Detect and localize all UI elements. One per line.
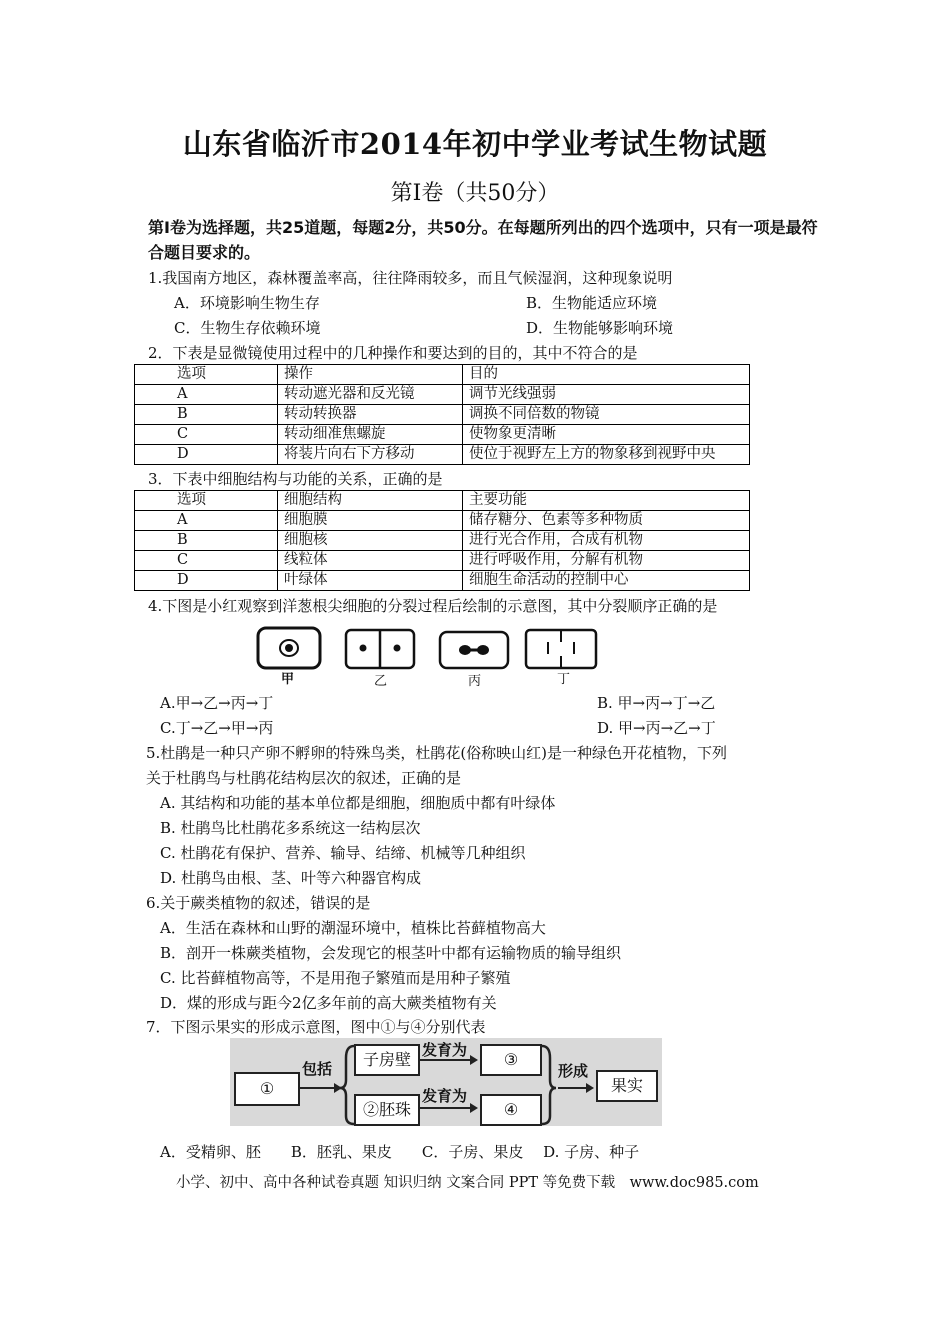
table-cell: C (135, 425, 278, 445)
table-cell: B (135, 405, 278, 425)
table-header-cell: 选项 (135, 365, 278, 385)
q6-option-a: A．生活在森林和山野的潮湿环境中，植株比苔藓植物高大 (160, 919, 546, 937)
q1-stem: 1.我国南方地区，森林覆盖率高，往往降雨较多，而且气候湿润，这种现象说明 (148, 269, 673, 287)
section-instructions: 第Ⅰ卷为选择题，共25道题，每题2分，共50分。在每题所列出的四个选项中，只有一项是最符合题目要求的。 (148, 218, 818, 262)
arrow-head (470, 1103, 478, 1113)
table-cell: C (135, 551, 278, 571)
table-cell: 转动转换器 (278, 405, 463, 425)
table-header-row (135, 491, 750, 511)
table-header-cell: 选项 (135, 491, 278, 511)
develop-label-1: 发育为 (422, 1041, 468, 1059)
q1-option-d: D．生物能够影响环境 (526, 319, 674, 337)
table-cell: 细胞膜 (278, 511, 463, 531)
table-cell: 储存糖分、色素等多种物质 (463, 511, 750, 531)
q2-table (134, 364, 750, 465)
include-label: 包括 (302, 1060, 333, 1078)
figure-label-ding: 丁 (557, 672, 571, 687)
cell-bing-drawing (440, 632, 508, 668)
fruit-formation-diagram (230, 1038, 662, 1126)
q4-option-a: A.甲→乙→丙→丁 (160, 694, 274, 712)
q7-options: A．受精卵、胚 B．胚乳、果皮 C．子房、果皮 D. 子房、种子 (160, 1143, 640, 1161)
cell-jia-drawing (258, 628, 320, 668)
table-cell: 细胞生命活动的控制中心 (463, 571, 750, 591)
q5-option-d: D. 杜鹃鸟由根、茎、叶等六种器官构成 (160, 869, 422, 887)
table-header-cell: 操作 (278, 365, 463, 385)
table-cell: D (135, 571, 278, 591)
table-cell: 将装片向右下方移动 (278, 445, 463, 465)
q1-option-b: B．生物能适应环境 (526, 294, 658, 312)
table-cell: 细胞核 (278, 531, 463, 551)
figure-label-yi: 乙 (374, 674, 388, 689)
q3-table (134, 490, 750, 591)
section-subtitle: 第Ⅰ卷（共50分） (390, 181, 560, 206)
table-row (135, 385, 750, 405)
table-cell: 调换不同倍数的物镜 (463, 405, 750, 425)
table-cell: 使物象更清晰 (463, 425, 750, 445)
table-cell: B (135, 531, 278, 551)
q1-option-c: C．生物生存依赖环境 (174, 319, 321, 337)
q7-stem: 7．下图示果实的形成示意图，图中①与④分别代表 (146, 1018, 486, 1036)
page-footer: 小学、初中、高中各种试卷真题 知识归纳 文案合同 PPT 等免费下载 www.doc985.com (176, 1175, 759, 1191)
table-cell: 转动遮光器和反光镜 (278, 385, 463, 405)
cell-division-figure (250, 622, 610, 688)
q5-stem-line2: 关于杜鹃鸟与杜鹃花结构层次的叙述，正确的是 (146, 769, 462, 787)
ovary-wall-box: 子房壁 (354, 1044, 420, 1076)
table-cell: 进行呼吸作用，分解有机物 (463, 551, 750, 571)
table-cell: 使位于视野左上方的物象移到视野中央 (463, 445, 750, 465)
table-cell: 线粒体 (278, 551, 463, 571)
q6-option-d: D．煤的形成与距今2亿多年前的高大蕨类植物有关 (160, 994, 497, 1012)
q6-option-b: B．剖开一株蕨类植物，会发现它的根茎叶中都有运输物质的输导组织 (160, 944, 622, 962)
brace (340, 1046, 354, 1124)
fruit-box: 果实 (596, 1070, 658, 1102)
table-row (135, 445, 750, 465)
q5-option-a: A. 其结构和功能的基本单位都是细胞，细胞质中都有叶绿体 (160, 794, 556, 812)
cell-ding-drawing (526, 630, 596, 668)
table-row (135, 405, 750, 425)
cell-yi-drawing (346, 630, 414, 668)
figure-label-jia: 甲 (281, 672, 295, 687)
q2-stem: 2．下表是显微镜使用过程中的几种操作和要达到的目的，其中不符合的是 (148, 344, 638, 362)
q4-option-b: B. 甲→丙→丁→乙 (597, 694, 716, 712)
table-cell: 转动细准焦螺旋 (278, 425, 463, 445)
table-cell: D (135, 445, 278, 465)
q5-option-c: C. 杜鹃花有保护、营养、输导、结缔、机械等几种组织 (160, 844, 526, 862)
brace-right (542, 1046, 556, 1124)
table-row (135, 551, 750, 571)
q4-option-c: C.丁→乙→甲→丙 (160, 719, 274, 737)
figure-label-bing: 丙 (468, 674, 482, 689)
table-row (135, 571, 750, 591)
q6-stem: 6.关于蕨类植物的叙述，错误的是 (146, 894, 371, 912)
q1-option-a: A．环境影响生物生存 (174, 294, 320, 312)
table-cell: 叶绿体 (278, 571, 463, 591)
q3-stem: 3．下表中细胞结构与功能的关系，正确的是 (148, 470, 443, 488)
box-3: ③ (480, 1044, 542, 1076)
form-label: 形成 (558, 1062, 589, 1080)
box-4: ④ (480, 1094, 542, 1126)
arrow-head (586, 1083, 594, 1093)
table-header-cell: 细胞结构 (278, 491, 463, 511)
table-header-row (135, 365, 750, 385)
table-cell: 进行光合作用，合成有机物 (463, 531, 750, 551)
q5-stem-line1: 5.杜鹃是一种只产卵不孵卵的特殊鸟类，杜鹃花(俗称映山红)是一种绿色开花植物，下列 (146, 744, 728, 762)
q4-stem: 4.下图是小红观察到洋葱根尖细胞的分裂过程后绘制的示意图，其中分裂顺序正确的是 (148, 597, 718, 615)
table-row (135, 425, 750, 445)
table-header-cell: 目的 (463, 365, 750, 385)
table-cell: A (135, 511, 278, 531)
develop-label-2: 发育为 (422, 1087, 468, 1105)
table-cell: 调节光线强弱 (463, 385, 750, 405)
q5-option-b: B. 杜鹃鸟比杜鹃花多系统这一结构层次 (160, 819, 421, 837)
table-row (135, 531, 750, 551)
ovule-box: ②胚珠 (354, 1094, 420, 1126)
arrow-head (470, 1055, 478, 1065)
table-row (135, 511, 750, 531)
q6-option-c: C. 比苔藓植物高等，不是用孢子繁殖而是用种子繁殖 (160, 969, 511, 987)
q4-option-d: D. 甲→丙→乙→丁 (597, 719, 716, 737)
page-title: 山东省临沂市2014年初中学业考试生物试题 (182, 127, 768, 161)
table-header-cell: 主要功能 (463, 491, 750, 511)
table-cell: A (135, 385, 278, 405)
box-1: ① (234, 1072, 300, 1106)
